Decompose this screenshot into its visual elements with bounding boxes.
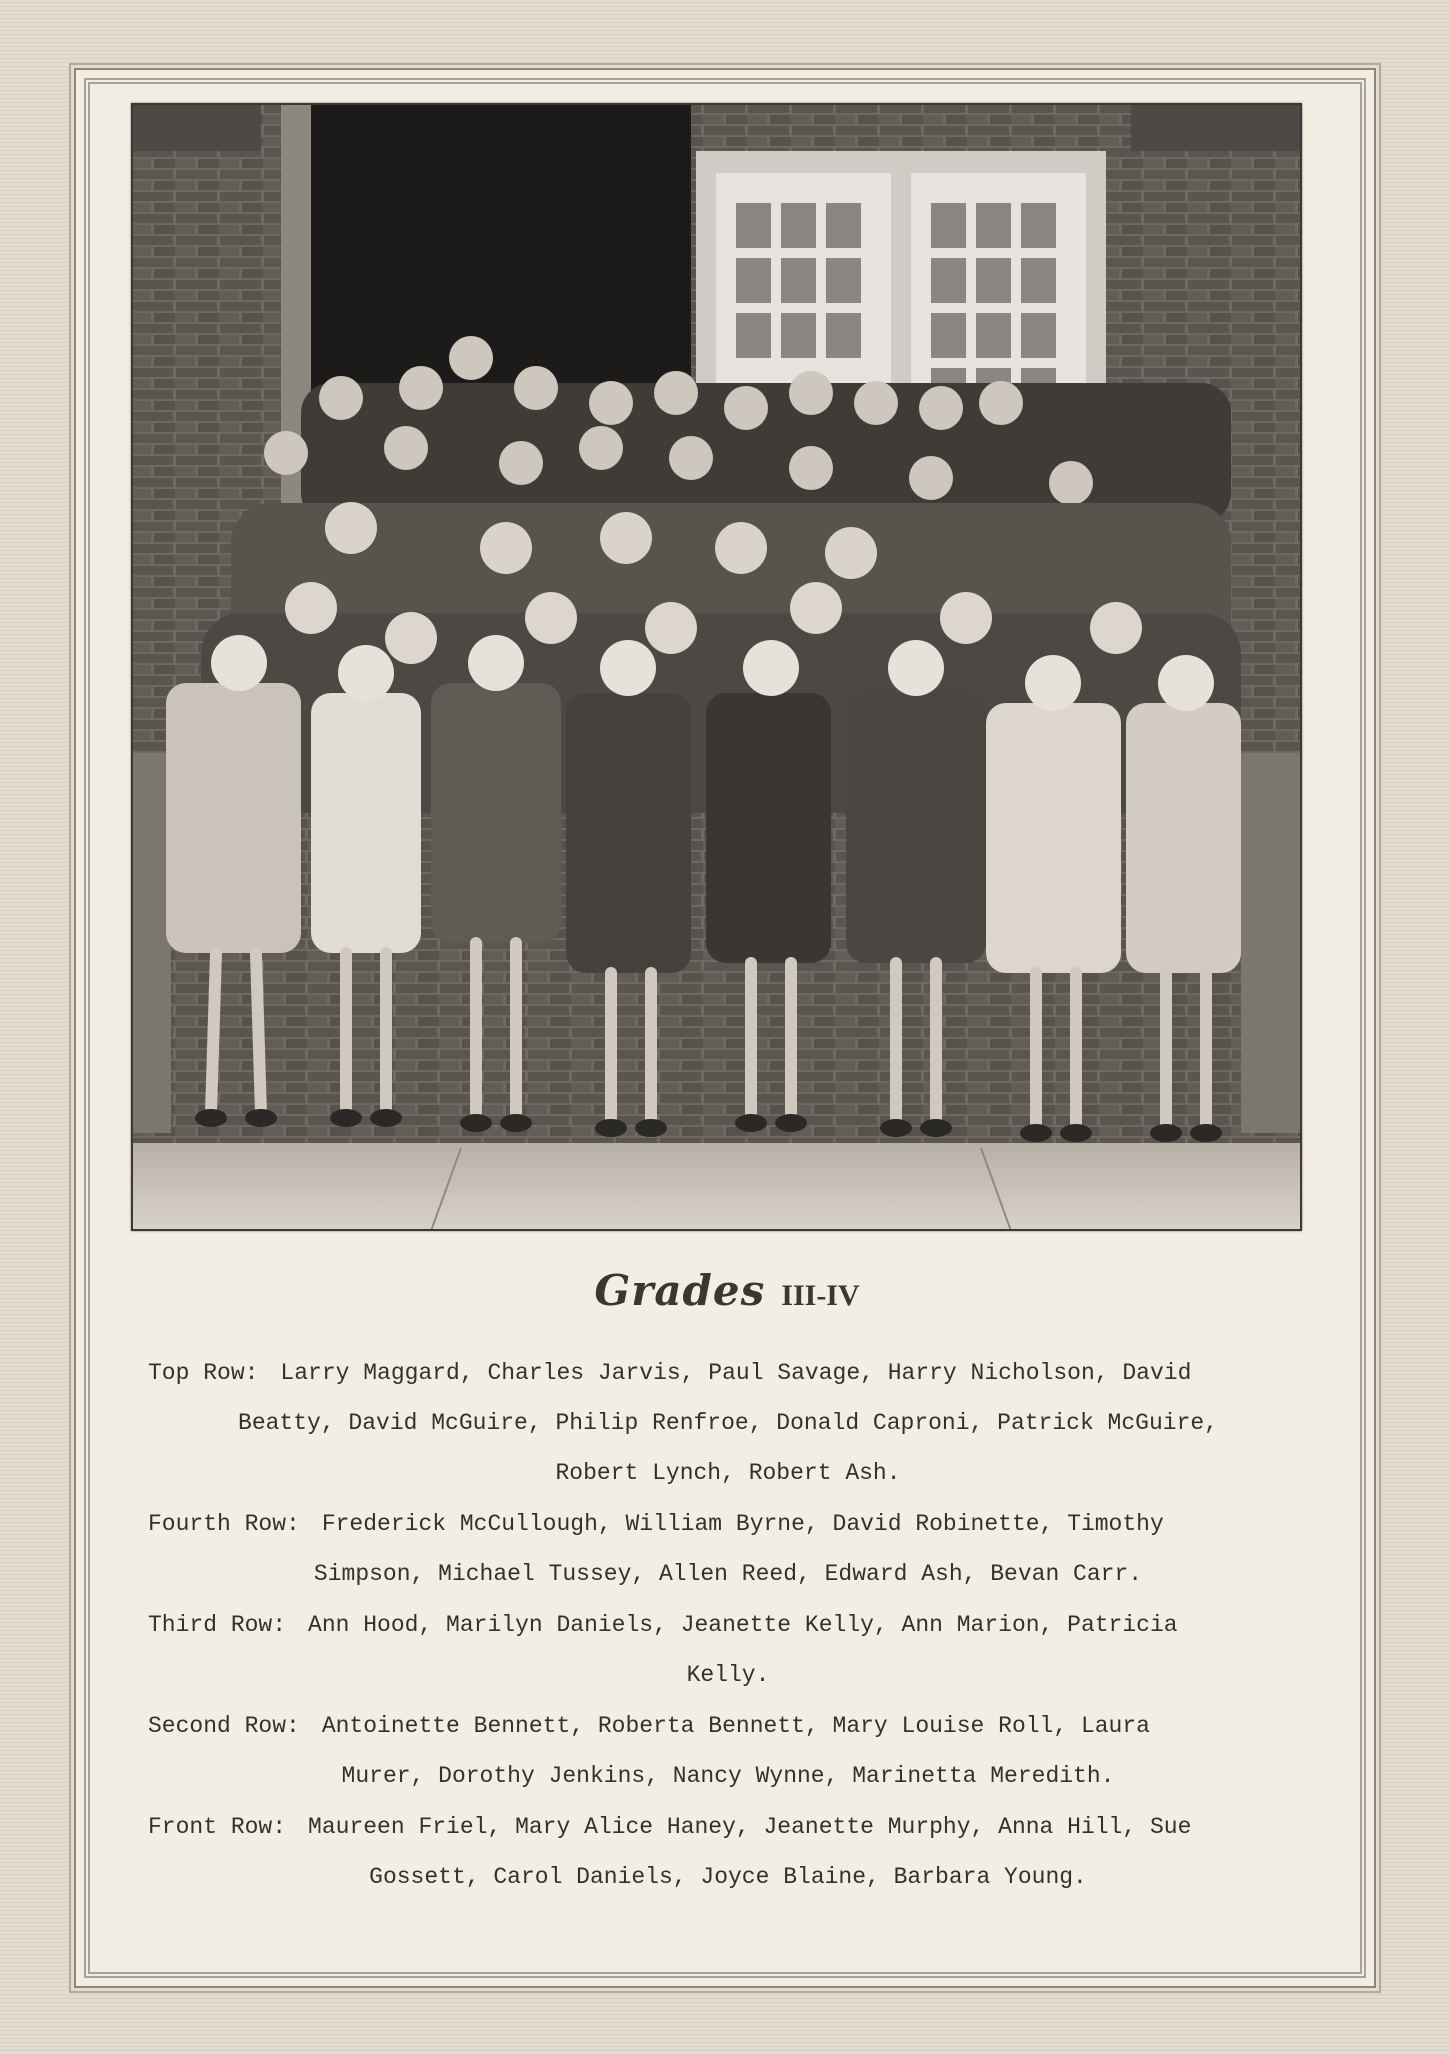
row-line [148,1600,1308,1650]
row-line: Gossett, Carol Daniels, Joyce Blaine, Barbara Young. [369,1864,1087,1890]
row-second [148,1701,1308,1801]
row-front [148,1802,1308,1902]
row-line [148,1499,1308,1549]
class-photograph [131,103,1302,1231]
row-names: Frederick McCullough, William Byrne, David Robinette, Timothy [321,1511,1164,1537]
row-third [148,1600,1308,1700]
row-line [148,1348,1308,1398]
row-names: Maureen Friel, Mary Alice Haney, Jeanette Murphy, Anna Hill, Sue [308,1814,1192,1840]
name-rows [148,1348,1308,1903]
row-line: Simpson, Michael Tussey, Allen Reed, Edward Ash, Bevan Carr. [313,1561,1143,1587]
row-label: Second Row: [148,1713,300,1739]
caption-title [76,1266,1378,1326]
row-line [148,1802,1308,1852]
photo-mount [74,68,1376,1988]
row-label: Top Row: [148,1360,259,1386]
row-line [148,1701,1308,1751]
row-names: Antoinette Bennett, Roberta Bennett, Mary Louise Roll, Laura [321,1713,1150,1739]
row-names: Larry Maggard, Charles Jarvis, Paul Savage, Harry Nicholson, David [280,1360,1192,1386]
row-fourth [148,1499,1308,1599]
row-line: Robert Lynch, Robert Ash. [555,1460,901,1486]
caption-title-word: Grades [594,1266,766,1315]
row-label: Front Row: [148,1814,287,1840]
row-line: Beatty, David McGuire, Philip Renfroe, Donald Caproni, Patrick McGuire, [238,1410,1218,1436]
caption-grades-numeral: III-IV [781,1279,860,1312]
row-names: Ann Hood, Marilyn Daniels, Jeanette Kelly, Ann Marion, Patricia [308,1612,1178,1638]
row-line: Kelly. [686,1662,770,1688]
row-line: Murer, Dorothy Jenkins, Nancy Wynne, Marinetta Meredith. [341,1763,1115,1789]
row-label: Third Row: [148,1612,287,1638]
row-top [148,1348,1308,1498]
row-label: Fourth Row: [148,1511,300,1537]
